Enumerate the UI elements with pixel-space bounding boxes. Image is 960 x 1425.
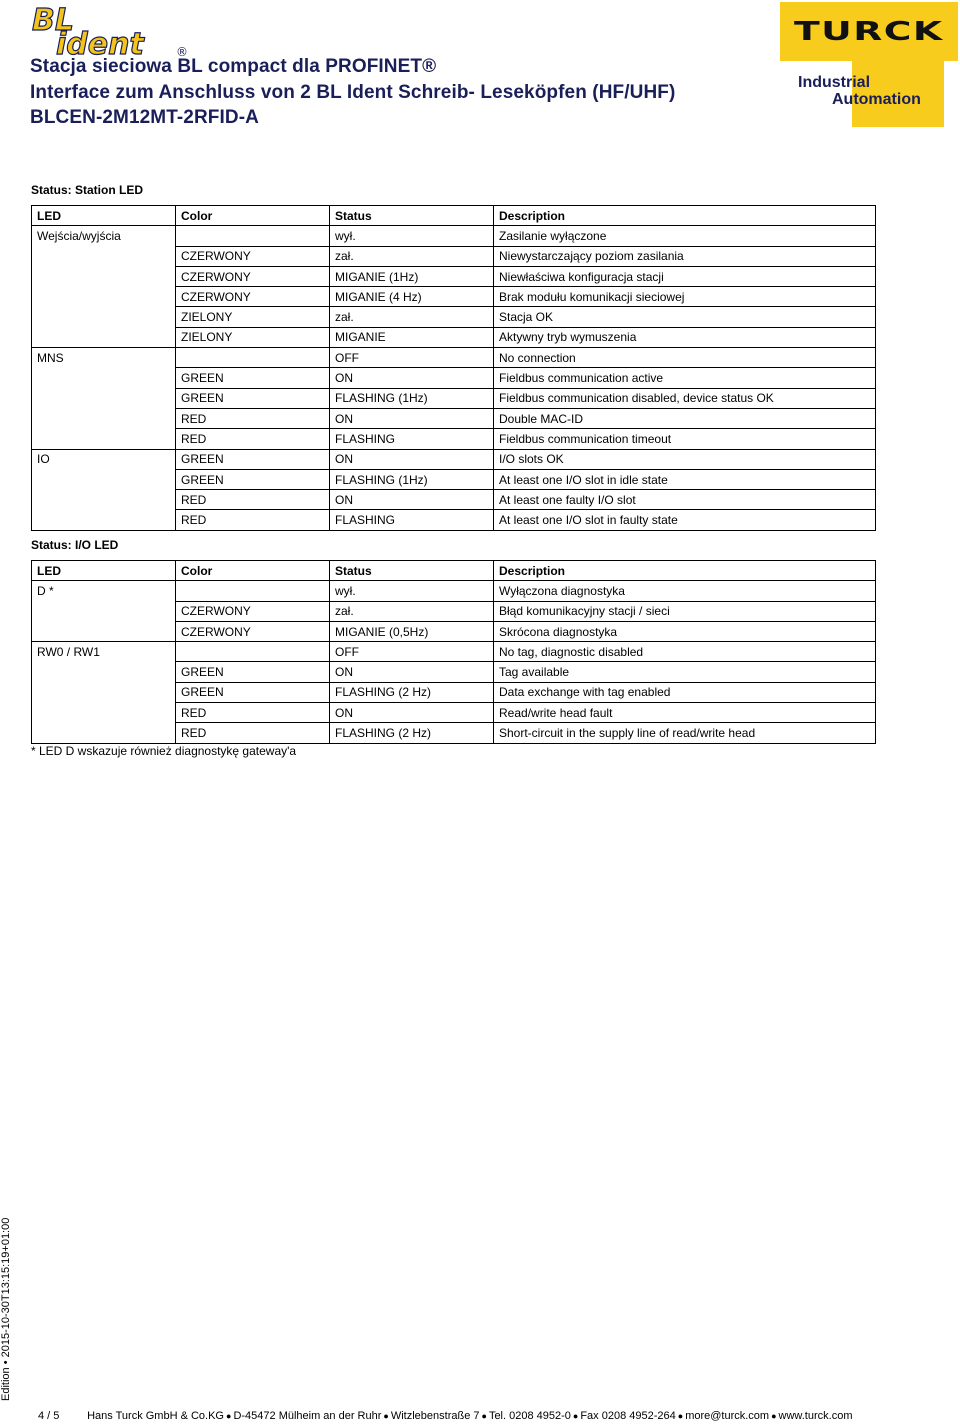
page-number: 4 / 5 — [38, 1410, 60, 1422]
table-row — [32, 621, 876, 641]
footer-item: Hans Turck GmbH & Co.KG — [87, 1410, 224, 1422]
title-line-2: Interface zum Anschluss von 2 BL Ident Schreib- Leseköpfen (HF/UHF) — [30, 82, 676, 103]
color-cell — [176, 581, 330, 601]
led-cell — [32, 388, 176, 408]
table-row — [32, 327, 876, 347]
led-cell: IO — [32, 449, 176, 469]
bullet-icon: ● — [226, 1411, 232, 1421]
footer-item: Witzlebenstraße 7 — [390, 1410, 480, 1422]
table-row — [32, 226, 876, 246]
led-cell — [32, 368, 176, 388]
description-cell: Brak modułu komunikacji sieciowej — [494, 287, 876, 307]
color-cell: GREEN — [176, 368, 330, 388]
description-cell: At least one faulty I/O slot — [494, 490, 876, 510]
description-cell: At least one I/O slot in idle state — [494, 469, 876, 489]
footer-item: D-45472 Mülheim an der Ruhr — [233, 1410, 382, 1422]
column-header: Status — [330, 206, 494, 226]
description-cell: No connection — [494, 348, 876, 368]
status-cell: MIGANIE (0,5Hz) — [330, 621, 494, 641]
led-cell — [32, 469, 176, 489]
color-cell: CZERWONY — [176, 266, 330, 286]
status-cell: ON — [330, 408, 494, 428]
led-cell — [32, 429, 176, 449]
table-header-row — [32, 206, 876, 226]
column-header: Color — [176, 561, 330, 581]
color-cell: RED — [176, 723, 330, 743]
bullet-icon: ● — [481, 1411, 487, 1421]
footer-item: more@turck.com — [685, 1410, 770, 1422]
footer — [38, 1410, 853, 1422]
status-cell: zał. — [330, 601, 494, 621]
status-cell: FLASHING (1Hz) — [330, 469, 494, 489]
status-cell: wył. — [330, 581, 494, 601]
footer-item: Fax 0208 4952-264 — [580, 1410, 676, 1422]
description-cell: Fieldbus communication active — [494, 368, 876, 388]
led-cell: RW0 / RW1 — [32, 642, 176, 662]
table-row — [32, 368, 876, 388]
led-cell — [32, 408, 176, 428]
description-cell: Niewłaściwa konfiguracja stacji — [494, 266, 876, 286]
status-cell: FLASHING (2 Hz) — [330, 682, 494, 702]
edition-stamp: Edition • 2015-10-30T13:15:19+01:00 — [0, 1217, 12, 1401]
table-row — [32, 510, 876, 530]
color-cell: ZIELONY — [176, 327, 330, 347]
description-cell: Stacja OK — [494, 307, 876, 327]
status-cell: MIGANIE (1Hz) — [330, 266, 494, 286]
table-row — [32, 429, 876, 449]
status-cell: zał. — [330, 307, 494, 327]
status-cell: OFF — [330, 642, 494, 662]
table-row — [32, 408, 876, 428]
table-row — [32, 662, 876, 682]
color-cell: CZERWONY — [176, 287, 330, 307]
status-cell: MIGANIE — [330, 327, 494, 347]
bullet-icon: ● — [771, 1411, 777, 1421]
color-cell: ZIELONY — [176, 307, 330, 327]
status-cell: OFF — [330, 348, 494, 368]
title-line-1: Stacja sieciowa BL compact dla PROFINET® — [30, 56, 437, 77]
table-row — [32, 246, 876, 266]
table-row — [32, 469, 876, 489]
bullet-icon: ● — [383, 1411, 389, 1421]
led-cell — [32, 510, 176, 530]
table-row — [32, 581, 876, 601]
led-cell: D * — [32, 581, 176, 601]
status-cell: wył. — [330, 226, 494, 246]
footer-contact — [87, 1410, 852, 1422]
color-cell: GREEN — [176, 662, 330, 682]
led-cell — [32, 266, 176, 286]
color-cell: GREEN — [176, 469, 330, 489]
description-cell: Data exchange with tag enabled — [494, 682, 876, 702]
description-cell: Fieldbus communication timeout — [494, 429, 876, 449]
description-cell: Tag available — [494, 662, 876, 682]
bullet-icon: ● — [572, 1411, 579, 1421]
status-cell: ON — [330, 368, 494, 388]
table-row — [32, 490, 876, 510]
led-cell — [32, 601, 176, 621]
color-cell: CZERWONY — [176, 601, 330, 621]
column-header: Status — [330, 561, 494, 581]
table-header-row — [32, 561, 876, 581]
color-cell: GREEN — [176, 388, 330, 408]
turck-logo-text: TURCK — [794, 17, 944, 47]
turck-logo — [780, 2, 958, 61]
table-row — [32, 287, 876, 307]
status-cell: ON — [330, 703, 494, 723]
table-row — [32, 307, 876, 327]
color-cell: RED — [176, 490, 330, 510]
description-cell: At least one I/O slot in faulty state — [494, 510, 876, 530]
led-cell — [32, 723, 176, 743]
table-row — [32, 348, 876, 368]
description-cell: Double MAC-ID — [494, 408, 876, 428]
color-cell — [176, 642, 330, 662]
description-cell: Niewystarczający poziom zasilania — [494, 246, 876, 266]
column-header: Color — [176, 206, 330, 226]
column-header: LED — [32, 206, 176, 226]
description-cell: Short-circuit in the supply line of read/write head — [494, 723, 876, 743]
status-cell: ON — [330, 490, 494, 510]
table-row — [32, 449, 876, 469]
station-led-table — [31, 205, 876, 531]
led-cell — [32, 662, 176, 682]
color-cell: RED — [176, 429, 330, 449]
description-cell: Zasilanie wyłączone — [494, 226, 876, 246]
status-cell: ON — [330, 449, 494, 469]
table-row — [32, 266, 876, 286]
color-cell: RED — [176, 408, 330, 428]
color-cell: CZERWONY — [176, 246, 330, 266]
status-cell: FLASHING (1Hz) — [330, 388, 494, 408]
color-cell: CZERWONY — [176, 621, 330, 641]
color-cell: RED — [176, 510, 330, 530]
table-row — [32, 723, 876, 743]
led-cell — [32, 621, 176, 641]
color-cell: GREEN — [176, 449, 330, 469]
description-cell: Błąd komunikacyjny stacji / sieci — [494, 601, 876, 621]
description-cell: Read/write head fault — [494, 703, 876, 723]
color-cell — [176, 226, 330, 246]
footer-item: www.turck.com — [778, 1410, 853, 1422]
status-cell: FLASHING — [330, 510, 494, 530]
station-led-heading: Status: Station LED — [31, 183, 144, 197]
io-led-table — [31, 560, 876, 744]
description-cell: Wyłączona diagnostyka — [494, 581, 876, 601]
description-cell: No tag, diagnostic disabled — [494, 642, 876, 662]
led-cell — [32, 703, 176, 723]
status-cell: ON — [330, 662, 494, 682]
description-cell: Fieldbus communication disabled, device status OK — [494, 388, 876, 408]
title-line-3: BLCEN-2M12MT-2RFID-A — [30, 107, 259, 128]
led-cell — [32, 287, 176, 307]
column-header: LED — [32, 561, 176, 581]
table-row — [32, 703, 876, 723]
column-header: Description — [494, 206, 876, 226]
table-row — [32, 601, 876, 621]
table-row — [32, 682, 876, 702]
column-header: Description — [494, 561, 876, 581]
status-cell: FLASHING (2 Hz) — [330, 723, 494, 743]
description-cell: Skrócona diagnostyka — [494, 621, 876, 641]
led-cell — [32, 490, 176, 510]
description-cell: Aktywny tryb wymuszenia — [494, 327, 876, 347]
color-cell — [176, 348, 330, 368]
footer-item: Tel. 0208 4952-0 — [488, 1410, 571, 1422]
bl-logo-part-1: BL — [32, 4, 74, 38]
led-cell — [32, 246, 176, 266]
io-footnote: * LED D wskazuje również diagnostykę gateway'a — [31, 744, 297, 758]
table-row — [32, 388, 876, 408]
description-cell: I/O slots OK — [494, 449, 876, 469]
color-cell: RED — [176, 703, 330, 723]
led-cell: MNS — [32, 348, 176, 368]
io-led-heading: Status: I/O LED — [31, 538, 119, 552]
status-cell: FLASHING — [330, 429, 494, 449]
bl-ident-logo — [30, 4, 190, 58]
status-cell: MIGANIE (4 Hz) — [330, 287, 494, 307]
registered-mark: ® — [176, 45, 188, 58]
led-cell — [32, 307, 176, 327]
automation-label: Automation — [832, 91, 921, 108]
color-cell: GREEN — [176, 682, 330, 702]
led-cell — [32, 682, 176, 702]
industrial-label: Industrial — [798, 74, 871, 91]
status-cell: zał. — [330, 246, 494, 266]
led-cell — [32, 327, 176, 347]
table-row — [32, 642, 876, 662]
bl-logo-part-2: ident — [56, 27, 144, 58]
bullet-icon: ● — [677, 1411, 684, 1421]
led-cell: Wejścia/wyjścia — [32, 226, 176, 246]
